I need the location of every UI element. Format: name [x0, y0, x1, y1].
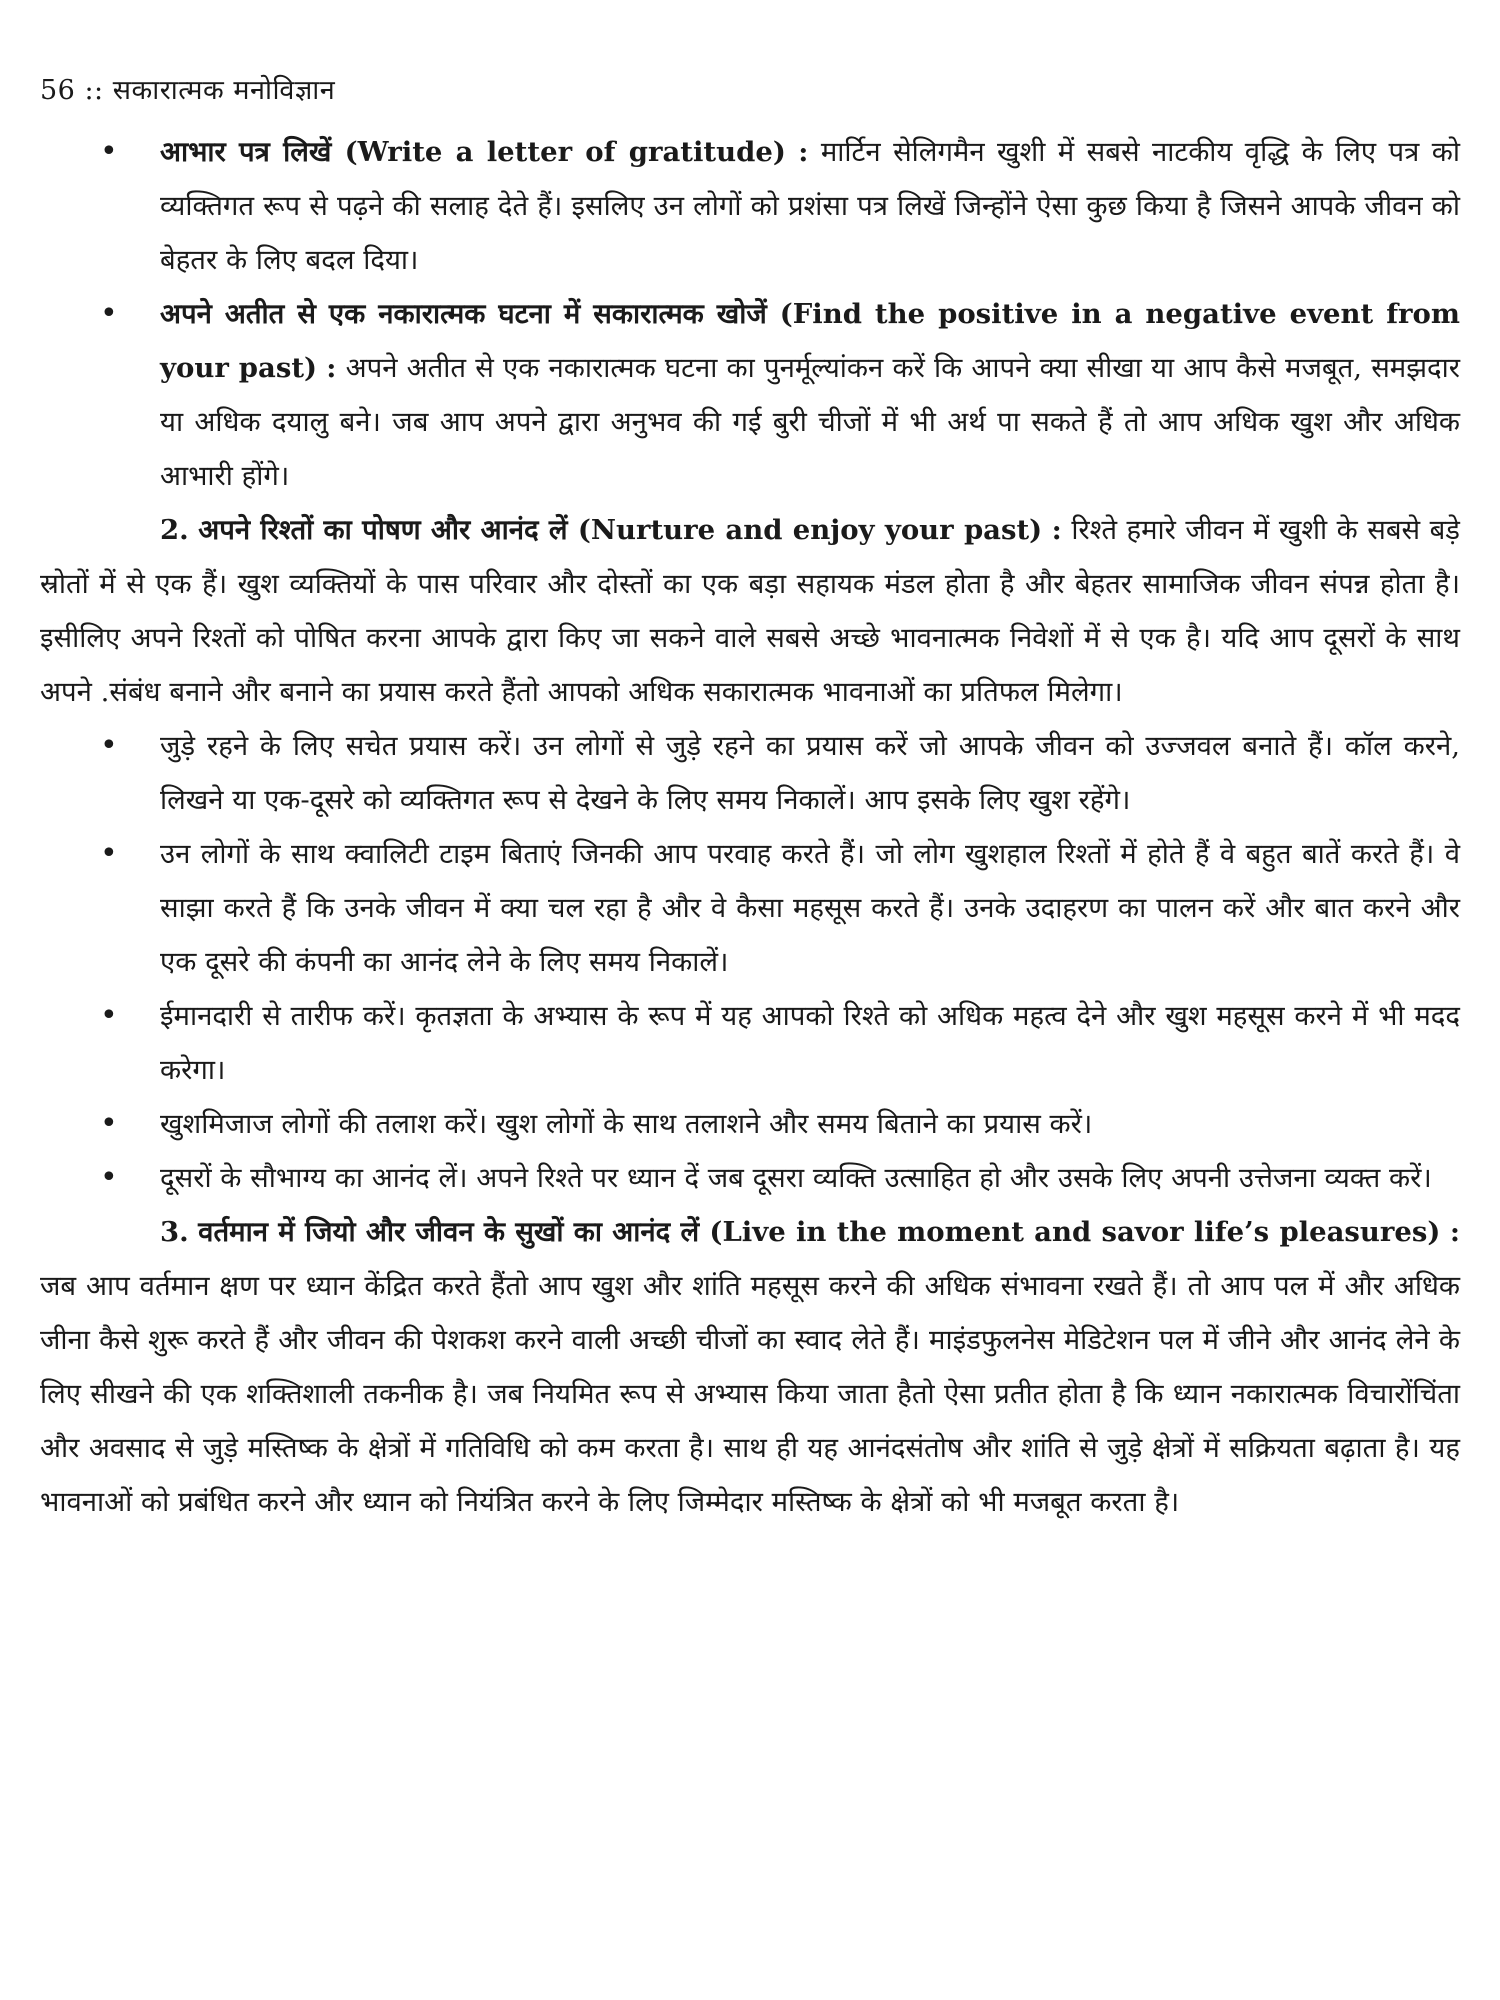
- list-item: • अपने अतीत से एक नकारात्मक घटना में सकारात्मक खोजें (Find the positive in a negative event from your past) : अपने अतीत से एक नकारात्मक घटना का पुनर्मूल्यांकन करें कि आपने क्या सीखा या आप कैसे मजबूत, समझदार या अधिक दयालु बने। जब आप अपने द्वारा अनुभव की गई बुरी चीजों में भी अर्थ पा सकते हैं तो आप अधिक खुश और अधिक आभारी होंगे।: [40, 287, 1460, 503]
- section-number: 2.: [160, 514, 189, 546]
- header-separator: ::: [84, 75, 104, 106]
- bullet-text: मार्टिन सेलिगमैन खुशी में सबसे नाटकीय वृद्धि के लिए पत्र को व्यक्तिगत रूप से पढ़ने की सलाह देते हैं। इसलिए उन लोगों को प्रशंसा पत्र लिखें जिन्होंने ऐसा कुछ किया है जिसने आपके जीवन को बेहतर के लिए बदल दिया।: [160, 136, 1460, 276]
- list-item: • ईमानदारी से तारीफ करें। कृतज्ञता के अभ्यास के रूप में यह आपको रिश्ते को अधिक महत्व देने और खुश महसूस करने में भी मदद करेगा।: [40, 989, 1460, 1097]
- list-item: • दूसरों के सौभाग्य का आनंद लें। अपने रिश्ते पर ध्यान दें जब दूसरा व्यक्ति उत्साहित हो और उसके लिए अपनी उत्तेजना व्यक्त करें।: [40, 1151, 1460, 1205]
- bullet-text: अपने अतीत से एक नकारात्मक घटना का पुनर्मूल्यांकन करें कि आपने क्या सीखा या आप कैसे मजबूत, समझदार या अधिक दयालु बने। जब आप अपने द्वारा अनुभव की गई बुरी चीजों में भी अर्थ पा सकते हैं तो आप अधिक खुश और अधिक आभारी होंगे।: [160, 352, 1460, 492]
- section-text: रिश्ते हमारे जीवन में खुशी के सबसे बड़े स्रोतों में से एक हैं। खुश व्यक्तियों के पास परिवार और दोस्तों का एक बड़ा सहायक मंडल होता है और बेहतर सामाजिक जीवन संपन्न होता है। इसीलिए अपने रिश्तों को पोषित करना आपके द्वारा किए जा सकने वाले सबसे अच्छे भावनात्मक निवेशों में से एक है। यदि आप दूसरों के साथ अपने .संबंध बनाने और बनाने का प्रयास करते हैंतो आपको अधिक सकारात्मक भावनाओं का प्रतिफल मिलेगा।: [40, 514, 1461, 708]
- gratitude-bullet-list: [40, 125, 1460, 503]
- bullet-heading: अपने अतीत से एक नकारात्मक घटना में सकारात्मक खोजें (Find the positive in a negative event from your past): [160, 298, 1460, 384]
- running-header: [40, 70, 1460, 107]
- book-title: सकारात्मक मनोविज्ञान: [112, 75, 336, 106]
- section-text: जब आप वर्तमान क्षण पर ध्यान केंद्रित करते हैंतो आप खुश और शांति महसूस करने की अधिक संभावना रखते हैं। तो आप पल में और अधिक जीना कैसे शुरू करते हैं और जीवन की पेशकश करने वाली अच्छी चीजों का स्वाद लेते हैं। माइंडफुलनेस मेडिटेशन पल में जीने और आनंद लेने के लिए सीखने की एक शक्तिशाली तकनीक है। जब नियमित रूप से अभ्यास किया जाता हैतो ऐसा प्रतीत होता है कि ध्यान नकारात्मक विचारोंचिंता और अवसाद से जुड़े मस्तिष्क के क्षेत्रों में गतिविधि को कम करता है। साथ ही यह आनंदसंतोष और शांति से जुड़े क्षेत्रों में सक्रियता बढ़ाता है। यह भावनाओं को प्रबंधित करने और ध्यान को नियंत्रित करने के लिए जिम्मेदार मस्तिष्क के क्षेत्रों को भी मजबूत करता है।: [40, 1270, 1460, 1518]
- list-item: • खुशमिजाज लोगों की तलाश करें। खुश लोगों के साथ तलाशने और समय बिताने का प्रयास करें।: [40, 1097, 1460, 1151]
- bullet-heading: आभार पत्र लिखें (Write a letter of gratitude): [160, 136, 786, 168]
- section-number: 3.: [160, 1216, 189, 1248]
- section-heading: अपने रिश्तों का पोषण और आनंद लें (Nurture and enjoy your past): [198, 514, 1043, 546]
- list-item: • जुड़े रहने के लिए सचेत प्रयास करें। उन लोगों से जुड़े रहने का प्रयास करें जो आपके जीवन को उज्जवल बनाते हैं। कॉल करने, लिखने या एक-दूसरे को व्यक्तिगत रूप से देखने के लिए समय निकालें। आप इसके लिए खुश रहेंगे।: [40, 719, 1460, 827]
- list-item: • आभार पत्र लिखें (Write a letter of gratitude) : मार्टिन सेलिगमैन खुशी में सबसे नाटकीय वृद्धि के लिए पत्र को व्यक्तिगत रूप से पढ़ने की सलाह देते हैं। इसलिए उन लोगों को प्रशंसा पत्र लिखें जिन्होंने ऐसा कुछ किया है जिसने आपके जीवन को बेहतर के लिए बदल दिया।: [40, 125, 1460, 287]
- section-2-paragraph: 2. अपने रिश्तों का पोषण और आनंद लें (Nurture and enjoy your past) : रिश्ते हमारे जीवन में खुशी के सबसे बड़े स्रोतों में से एक हैं। खुश व्यक्तियों के पास परिवार और दोस्तों का एक बड़ा सहायक मंडल होता है और बेहतर सामाजिक जीवन संपन्न होता है। इसीलिए अपने रिश्तों को पोषित करना आपके द्वारा किए जा सकने वाले सबसे अच्छे भावनात्मक निवेशों में से एक है। यदि आप दूसरों के साथ अपने .संबंध बनाने और बनाने का प्रयास करते हैंतो आपको अधिक सकारात्मक भावनाओं का प्रतिफल मिलेगा।: [40, 514, 1461, 708]
- relationship-bullet-list: [40, 719, 1460, 1205]
- section-heading: वर्तमान में जियो और जीवन के सुखों का आनंद लें (Live in the moment and savor life’s pleasures): [198, 1216, 1441, 1248]
- section-3-paragraph: 3. वर्तमान में जियो और जीवन के सुखों का आनंद लें (Live in the moment and savor life’s pleasures) : जब आप वर्तमान क्षण पर ध्यान केंद्रित करते हैंतो आप खुश और शांति महसूस करने की अधिक संभावना रखते हैं। तो आप पल में और अधिक जीना कैसे शुरू करते हैं और जीवन की पेशकश करने वाली अच्छी चीजों का स्वाद लेते हैं। माइंडफुलनेस मेडिटेशन पल में जीने और आनंद लेने के लिए सीखने की एक शक्तिशाली तकनीक है। जब नियमित रूप से अभ्यास किया जाता हैतो ऐसा प्रतीत होता है कि ध्यान नकारात्मक विचारोंचिंता और अवसाद से जुड़े मस्तिष्क के क्षेत्रों में गतिविधि को कम करता है। साथ ही यह आनंदसंतोष और शांति से जुड़े क्षेत्रों में सक्रियता बढ़ाता है। यह भावनाओं को प्रबंधित करने और ध्यान को नियंत्रित करने के लिए जिम्मेदार मस्तिष्क के क्षेत्रों को भी मजबूत करता है।: [40, 1216, 1460, 1518]
- book-page: [40, 70, 1460, 1970]
- page-number: 56: [40, 75, 76, 106]
- list-item: • उन लोगों के साथ क्वालिटी टाइम बिताएं जिनकी आप परवाह करते हैं। जो लोग खुशहाल रिश्तों में होते हैं वे बहुत बातें करते हैं। वे साझा करते हैं कि उनके जीवन में क्या चल रहा है और वे कैसा महसूस करते हैं। उनके उदाहरण का पालन करें और बात करने और एक दूसरे की कंपनी का आनंद लेने के लिए समय निकालें।: [40, 827, 1460, 989]
- body-text: [40, 125, 1460, 1529]
